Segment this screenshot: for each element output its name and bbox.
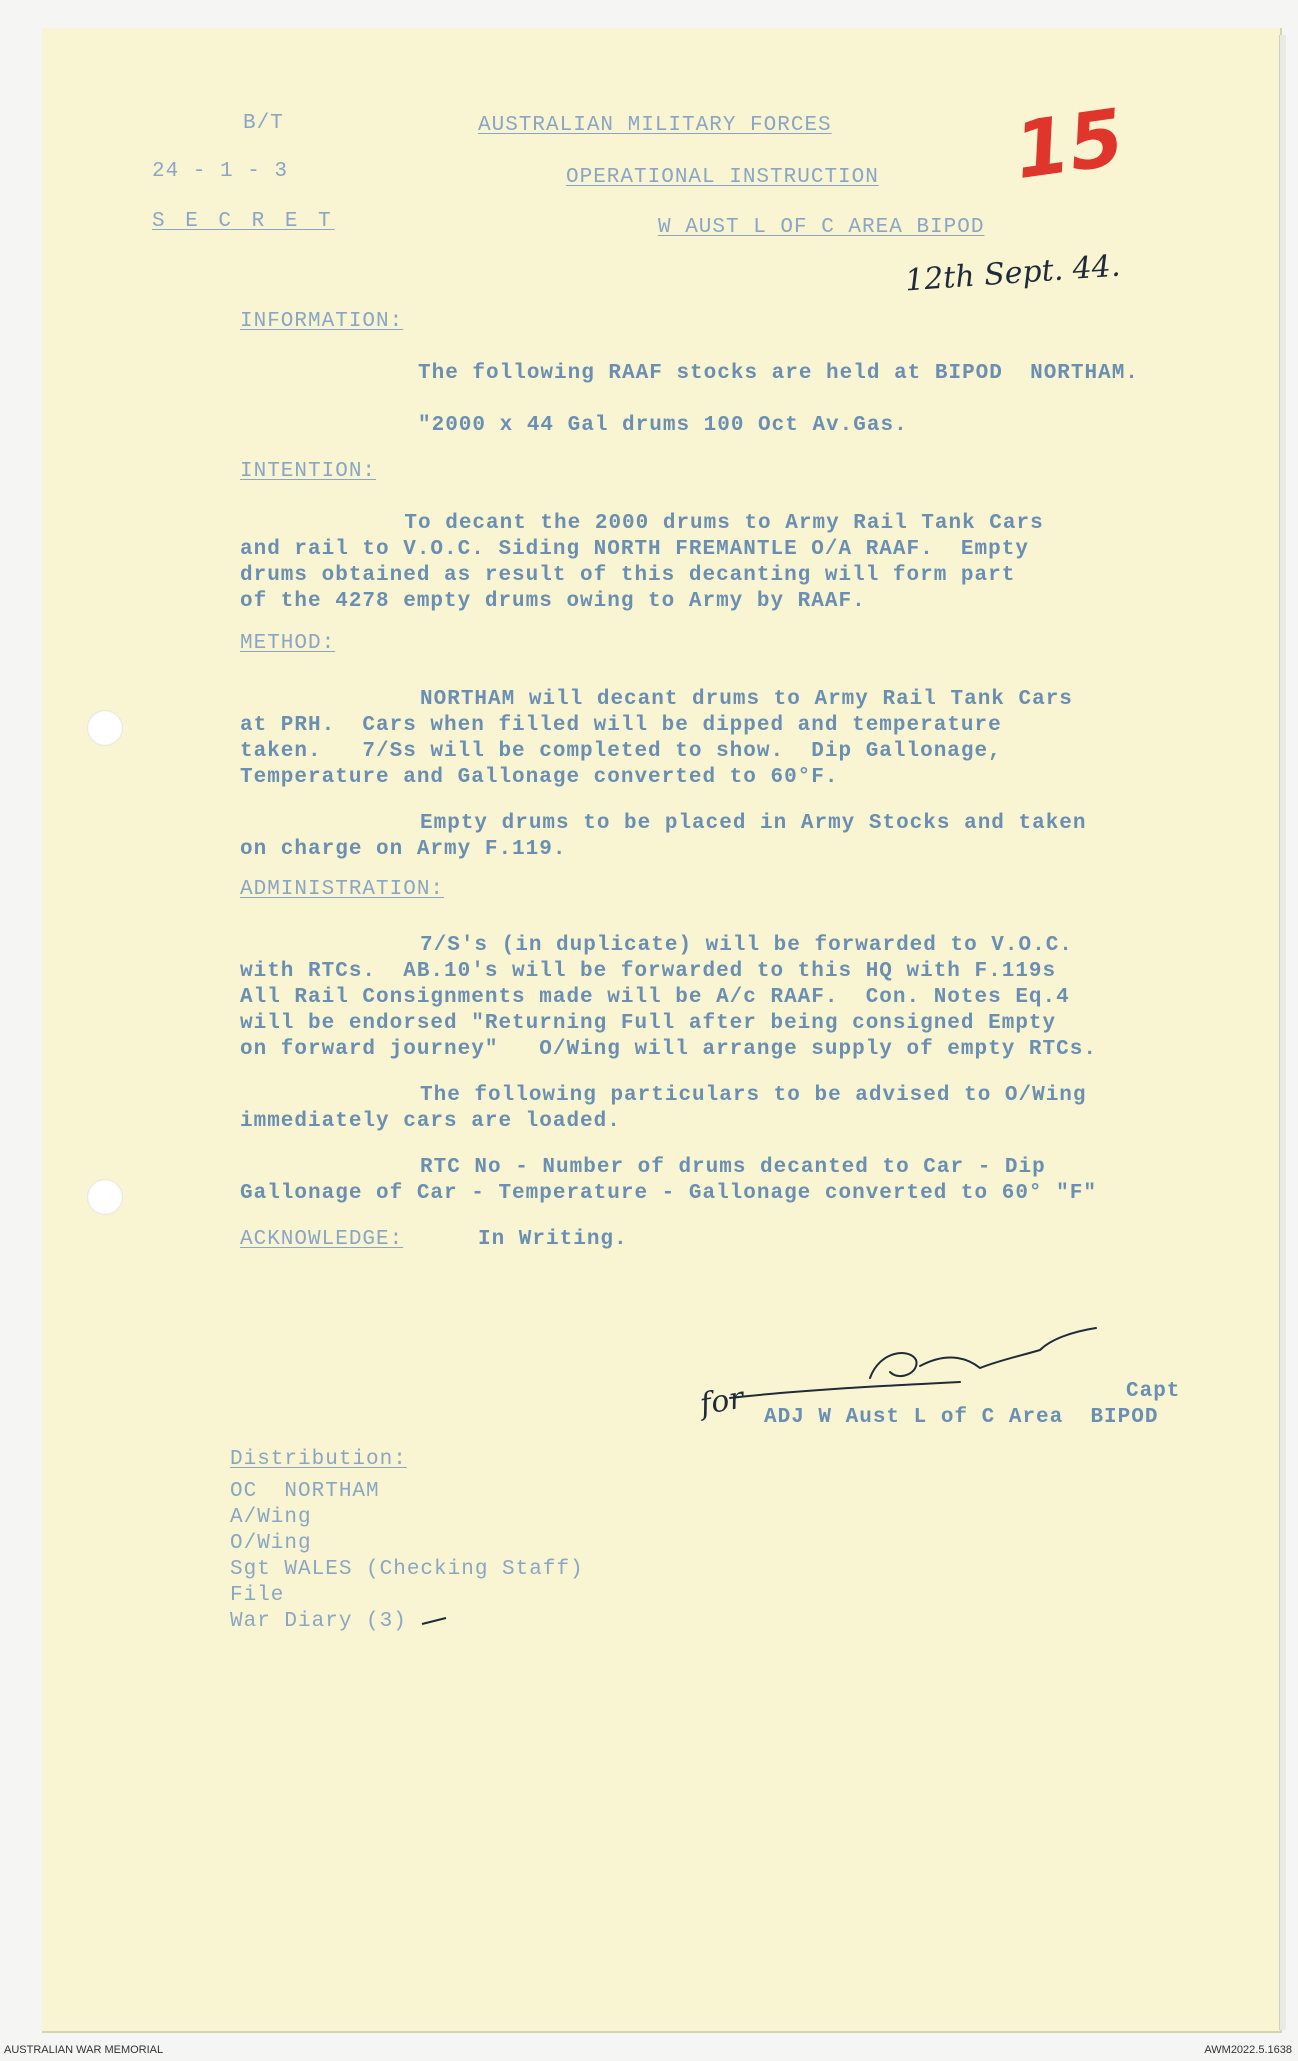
information-line-1: The following RAAF stocks are held at BIPOD NORTHAM. [418, 362, 1139, 385]
folio-number: 15 [1009, 92, 1130, 198]
distribution-item: O/Wing [230, 1532, 312, 1555]
page-edge [1279, 35, 1286, 2030]
handwritten-date: 12th Sept. 44. [904, 248, 1122, 299]
intention-heading: INTENTION: [240, 460, 377, 483]
admin-p2-line-1: The following particulars to be advised to O/Wing [352, 1084, 1087, 1107]
information-line-2: "2000 x 44 Gal drums 100 Oct Av.Gas. [418, 414, 908, 437]
distribution-item: A/Wing [230, 1506, 312, 1529]
distribution-tick-mark [420, 1616, 450, 1628]
admin-p1-line-1: 7/S's (in duplicate) will be forwarded to V.O.C. [352, 934, 1073, 957]
acknowledge-text: In Writing. [478, 1228, 628, 1251]
admin-p1-line-3: All Rail Consignments made will be A/c RAAF. Con. Notes Eq.4 [240, 986, 1070, 1009]
intention-line-4: of the 4278 empty drums owing to Army by RAAF. [240, 590, 866, 613]
acknowledge-heading: ACKNOWLEDGE: [240, 1228, 404, 1251]
method-p2-line-1: Empty drums to be placed in Army Stocks and taken [352, 812, 1087, 835]
method-p1-line-3: taken. 7/Ss will be completed to show. Dip Gallonage, [240, 740, 1002, 763]
admin-p2-line-2: immediately cars are loaded. [240, 1110, 621, 1133]
signature-for-prefix: for [697, 1380, 747, 1423]
area-title: W AUST L OF C AREA BIPOD [658, 216, 985, 239]
signature-title: ADJ W Aust L of C Area BIPOD [764, 1406, 1159, 1429]
method-p2-line-2: on charge on Army F.119. [240, 838, 567, 861]
intention-line-2: and rail to V.O.C. Siding NORTH FREMANTLE O/A RAAF. Empty [240, 538, 1029, 561]
method-p1-line-4: Temperature and Gallonage converted to 60°F. [240, 766, 839, 789]
punch-hole-top [87, 710, 123, 746]
org-title: AUSTRALIAN MILITARY FORCES [478, 114, 832, 137]
method-heading: METHOD: [240, 632, 336, 655]
footer-left: AUSTRALIAN WAR MEMORIAL [4, 2044, 164, 2056]
signature-rank: Capt [1126, 1380, 1181, 1403]
intention-line-3: drums obtained as result of this decanting will form part [240, 564, 1016, 587]
ref-number: 24 - 1 - 3 [152, 160, 289, 183]
admin-p1-line-2: with RTCs. AB.10's will be forwarded to this HQ with F.119s [240, 960, 1057, 983]
distribution-item: War Diary (3) [230, 1610, 407, 1633]
footer-right: AWM2022.5.1638 [1204, 2044, 1292, 2056]
method-p1-line-2: at PRH. Cars when filled will be dipped and temperature [240, 714, 1002, 737]
intention-line-1: To decant the 2000 drums to Army Rail Tank Cars [350, 512, 1044, 535]
distribution-item: File [230, 1584, 285, 1607]
admin-p1-line-4: will be endorsed "Returning Full after being consigned Empty [240, 1012, 1057, 1035]
distribution-item: Sgt WALES (Checking Staff) [230, 1558, 584, 1581]
admin-p3-line-1: RTC No - Number of drums decanted to Car - Dip [352, 1156, 1046, 1179]
administration-heading: ADMINISTRATION: [240, 878, 445, 901]
information-heading: INFORMATION: [240, 310, 404, 333]
admin-p1-line-5: on forward journey" O/Wing will arrange supply of empty RTCs. [240, 1038, 1097, 1061]
admin-p3-line-2: Gallonage of Car - Temperature - Gallonage converted to 60° "F" [240, 1182, 1097, 1205]
distribution-heading: Distribution: [230, 1448, 407, 1471]
distribution-item: OC NORTHAM [230, 1480, 380, 1503]
punch-hole-bottom [87, 1179, 123, 1215]
method-p1-line-1: NORTHAM will decant drums to Army Rail Tank Cars [352, 688, 1073, 711]
doc-type: OPERATIONAL INSTRUCTION [566, 166, 879, 189]
ref-code: B/T [243, 112, 284, 135]
classification: S E C R E T [152, 210, 335, 233]
